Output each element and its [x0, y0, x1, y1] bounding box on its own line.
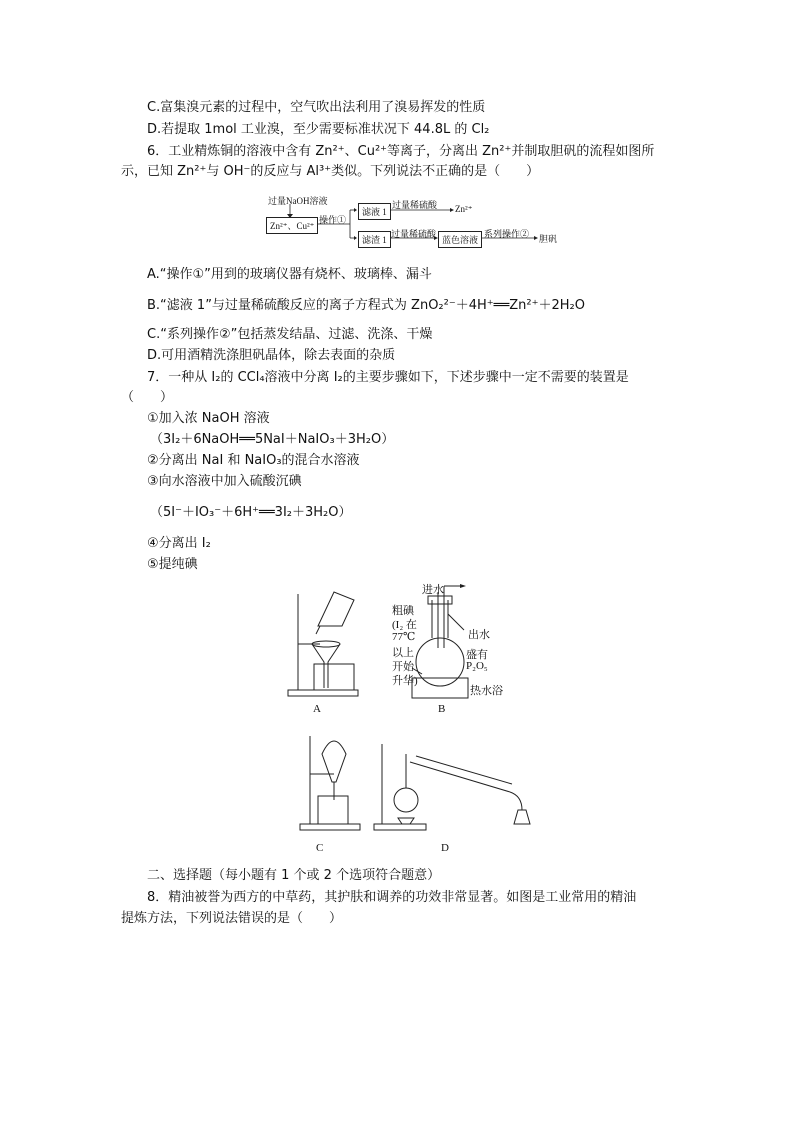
- flow-blue-solution-box: 蓝色溶液: [438, 231, 482, 248]
- flow-reagent-label: 过量NaOH溶液: [268, 196, 328, 206]
- q7-step5: ⑤提纯碘: [147, 557, 198, 572]
- crude-iodine-label-4: 以上: [392, 647, 414, 659]
- stand-base-a: [288, 690, 358, 696]
- water-out-label: 出水: [468, 629, 490, 641]
- q7-step2: ②分离出 NaI 和 NaIO₃的混合水溶液: [147, 453, 360, 468]
- hot-water-bath-label: 热水浴: [470, 685, 503, 697]
- crude-iodine-label-6: 升华): [392, 675, 418, 687]
- q7-step1-equation: （3I₂＋6NaOH══5NaI＋NaIO₃＋3H₂O）: [150, 432, 395, 447]
- separatory-funnel-c: [322, 741, 346, 782]
- apparatus-label-b: B: [438, 703, 446, 715]
- flow-product-zn: Zn²⁺: [455, 204, 473, 214]
- apparatus-label-a: A: [313, 703, 321, 715]
- beaker-c: [318, 796, 348, 824]
- apparatus-label-d: D: [441, 842, 449, 854]
- condenser-d: [410, 762, 510, 792]
- flask-b: [416, 638, 464, 686]
- pouring-beaker-a: [318, 592, 354, 626]
- flow-residue1-box: 滤渣 1: [358, 231, 391, 248]
- flow-op1-label: 操作①: [319, 215, 347, 225]
- flow-op2-label: 系列操作②: [484, 229, 530, 239]
- water-bath-b: [412, 678, 468, 698]
- apparatus-label-c: C: [316, 842, 324, 854]
- q6-stem-line2: 示，已知 Zn²⁺与 OH⁻的反应与 Al³⁺类似。下列说法不正确的是（ ）: [121, 164, 540, 179]
- q7-step3-equation: （5I⁻＋IO₃⁻＋6H⁺══3I₂＋3H₂O）: [150, 505, 352, 520]
- receiving-flask-d: [514, 810, 530, 824]
- burner-d: [398, 818, 414, 824]
- q8-stem-line2: 提炼方法，下列说法错误的是（ ）: [121, 911, 343, 926]
- q6-stem-line1: 6．工业精炼铜的溶液中含有 Zn²⁺、Cu²⁺等离子，分离出 Zn²⁺并制取胆矾的流程如图所: [147, 144, 655, 159]
- q6-option-a: A.“操作①”用到的玻璃仪器有烧杯、玻璃棒、漏斗: [147, 267, 432, 282]
- flow-product-blue-vitriol: 胆矾: [539, 234, 558, 244]
- flow-acid1-label: 过量稀硫酸: [392, 200, 438, 210]
- apparatus-figure: [282, 578, 592, 848]
- stand-base-c: [300, 824, 360, 830]
- flow-acid2-label: 过量稀硫酸: [391, 229, 437, 239]
- p2o5-label-2: P₂O₅: [466, 660, 488, 672]
- q7-stem-line2: （ ）: [121, 390, 174, 405]
- q6-option-c: C.“系列操作②”包括蒸发结晶、过滤、洗涤、干燥: [147, 327, 433, 342]
- q8-stem-line1: 8．精油被誉为西方的中草药，其护肤和调养的功效非常显著。如图是工业常用的精油: [147, 890, 637, 905]
- q7-step1: ①加入浓 NaOH 溶液: [147, 411, 270, 426]
- q6-option-d: D.可用酒精洗涤胆矾晶体，除去表面的杂质: [147, 348, 396, 363]
- flow-start-box: Zn²⁺、Cu²⁺: [266, 217, 318, 234]
- q7-stem-line1: 7．一种从 I₂的 CCl₄溶液中分离 I₂的主要步骤如下，下述步骤中一定不需要的装置是: [147, 370, 629, 385]
- water-in-label: 进水: [422, 584, 444, 596]
- crude-iodine-label-3: 77℃: [392, 631, 416, 643]
- beaker-a: [314, 664, 354, 690]
- q5-option-c: C.富集溴元素的过程中，空气吹出法利用了溴易挥发的性质: [147, 100, 486, 115]
- p2o5-label-1: 盛有: [466, 649, 488, 661]
- q6-option-b: B.“滤液 1”与过量稀硫酸反应的离子方程式为 ZnO₂²⁻＋4H⁺══Zn²⁺＋2H₂O: [147, 298, 585, 313]
- crude-iodine-label-1: 粗碘: [392, 605, 414, 617]
- q5-option-d: D.若提取 1mol 工业溴，至少需要标准状况下 44.8L 的 Cl₂: [147, 122, 490, 137]
- process-flowchart: [262, 194, 592, 250]
- section-2-heading: 二、选择题（每小题有 1 个或 2 个选项符合题意）: [147, 868, 441, 883]
- q7-step3: ③向水溶液中加入硫酸沉碘: [147, 474, 302, 489]
- crude-iodine-label-5: 开始: [392, 661, 414, 673]
- stand-base-d: [374, 824, 426, 830]
- flow-filtrate1-box: 滤液 1: [358, 203, 391, 220]
- crude-iodine-label-2: (I₂ 在: [392, 619, 417, 631]
- distillation-flask-d: [394, 788, 418, 812]
- q7-step4: ④分离出 I₂: [147, 536, 211, 551]
